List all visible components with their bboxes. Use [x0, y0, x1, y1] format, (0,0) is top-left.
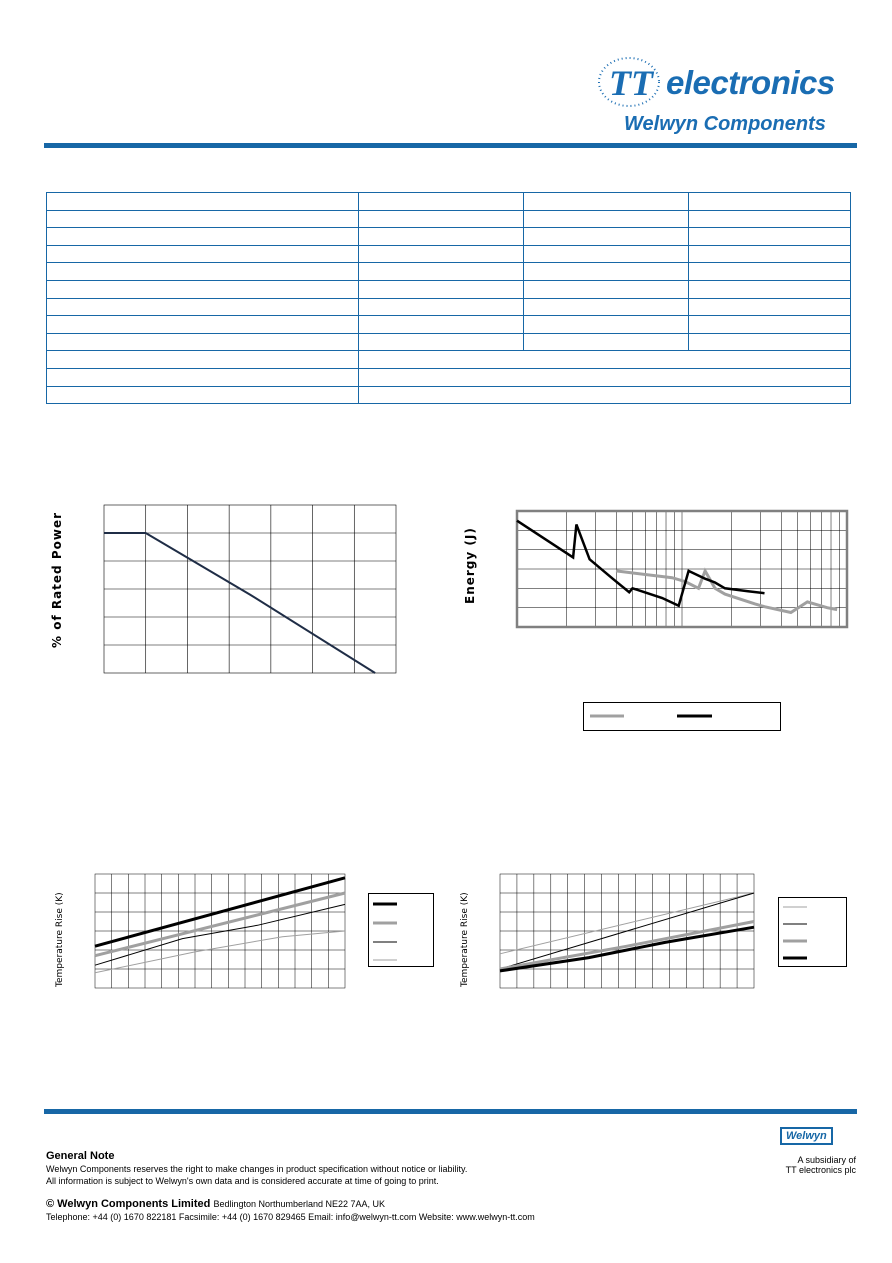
copyright-icon: © — [46, 1198, 55, 1210]
temp-left-legend — [368, 893, 434, 967]
contact-line: Telephone: +44 (0) 1670 822181 Facsimile: +44 (0) 1670 829465 Email: info@welwyn-tt.com Website: www.welwyn-tt.com — [46, 1212, 535, 1222]
table-row — [47, 368, 851, 386]
temp-left-chart — [93, 872, 347, 992]
table-row — [47, 386, 851, 404]
pulse-ylabel: Energy (J) — [463, 527, 477, 604]
tt-logo-icon — [596, 55, 662, 109]
general-note-title: General Note — [46, 1150, 115, 1162]
temp-left-series-1 — [95, 893, 345, 956]
table-row — [47, 351, 851, 369]
table-row — [47, 228, 851, 246]
general-note-line2: All information is subject to Welwyn's own data and is considered accurate at time of going to print. — [46, 1176, 439, 1186]
pulse-series-1 — [517, 521, 765, 606]
table-row — [47, 245, 851, 263]
table-row — [47, 333, 851, 351]
temp-right-legend — [778, 897, 847, 967]
table-row — [47, 298, 851, 316]
temp-left-ylabel: Temperature Rise (K) — [55, 892, 65, 987]
subsidiary-line1: A subsidiary of — [797, 1155, 856, 1165]
table-row — [47, 193, 851, 211]
pulse-legend — [583, 702, 781, 731]
temp-right-chart — [498, 872, 756, 992]
table-row — [47, 280, 851, 298]
company-name: Welwyn Components Limited — [57, 1198, 211, 1210]
company-address: Bedlington Northumberland NE22 7AA, UK — [213, 1199, 386, 1209]
footer-rule — [44, 1109, 857, 1114]
table-row — [47, 316, 851, 334]
subsidiary-line2: TT electronics plc — [785, 1165, 856, 1175]
welwyn-badge: Welwyn — [780, 1127, 833, 1145]
pulse-chart — [515, 509, 851, 631]
derating-chart — [100, 503, 400, 675]
derating-line — [104, 533, 375, 673]
pulse-series-0 — [616, 571, 837, 613]
temp-right-series-2 — [500, 922, 754, 970]
tt-logo — [596, 55, 662, 109]
temp-right-ylabel: Temperature Rise (K) — [460, 892, 470, 987]
spec-table — [46, 192, 851, 404]
temp-right-series-3 — [500, 927, 754, 971]
header-rule — [44, 143, 857, 148]
brand-name: electronics — [666, 64, 835, 101]
table-row — [47, 263, 851, 281]
division-name: Welwyn Components — [624, 113, 826, 135]
company-line — [46, 1198, 385, 1210]
general-note-line1: Welwyn Components reserves the right to make changes in product specification without notice or liability. — [46, 1164, 468, 1174]
derating-ylabel: % of Rated Power — [50, 511, 64, 648]
svg-text:TT: TT — [609, 63, 653, 103]
table-row — [47, 210, 851, 228]
